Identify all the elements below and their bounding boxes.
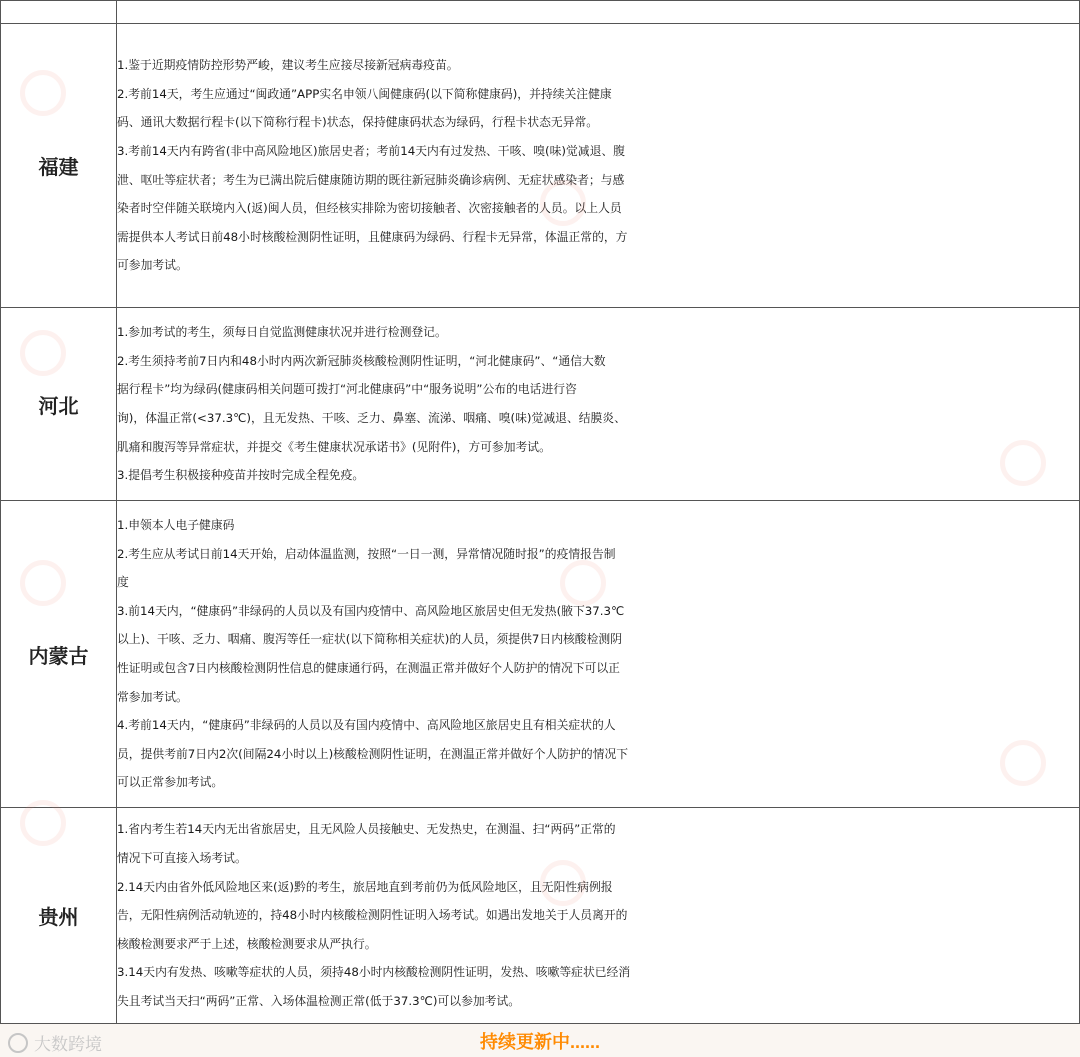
policy-line: 1.参加考试的考生，须每日自觉监测健康状况并进行检测登记。 [117,325,447,340]
table-row [1,308,1080,501]
policy-line: 询)，体温正常(<37.3℃)，且无发热、干咳、乏力、鼻塞、流涕、咽痛、嗅(味)觉减退、结膜炎、 [117,411,626,425]
policy-line: 3.前14天内，“健康码”非绿码的人员以及有国内疫情中、高风险地区旅居史但无发热(腋下37.3℃ [117,603,625,618]
update-status-text: 持续更新中...... [479,1032,600,1052]
footer-bar [0,1023,1080,1057]
policy-line: 1.申领本人电子健康码 [117,518,235,533]
policy-line: 可参加考试。 [117,258,188,273]
policy-line: 3.14天内有发热、咳嗽等症状的人员，须持48小时内核酸检测阴性证明，发热、咳嗽等症状已经消 [117,965,631,980]
table-row [1,501,1080,808]
policy-line: 1.鉴于近期疫情防控形势严峻，建议考生应接尽接新冠病毒疫苗。 [117,58,459,73]
brand-text: 大数跨境 [34,1035,102,1055]
policy-line: 可以正常参加考试。 [117,775,224,790]
policy-line: 告，无阳性病例活动轨迹的，持48小时内核酸检测阴性证明入场考试。如遇出发地关于人员离开的 [117,908,628,923]
policy-cell [117,24,1080,308]
policy-cell [117,501,1080,808]
policy-line: 度 [117,575,129,590]
policy-line: 肌痛和腹泻等异常症状，并提交《考生健康状况承诺书》(见附件)，方可参加考试。 [117,439,551,454]
policy-line: 染者时空伴随关联境内入(返)闽人员，但经核实排除为密切接触者、次密接触者的人员。以上人员 [117,201,622,216]
policy-line: 情况下可直接入场考试。 [117,851,247,866]
policy-line: 2.考生应从考试日前14天开始，启动体温监测，按照“一日一测，异常情况随时报”的疫情报告制 [117,546,616,561]
policy-line: 3.考前14天内有跨省(非中高风险地区)旅居史者；考前14天内有过发热、干咳、嗅(味)觉减退、腹 [117,143,625,158]
policy-line: 据行程卡”均为绿码(健康码相关问题可拨打“河北健康码”中“服务说明”公布的电话进行咨 [117,382,577,397]
province-cell: 福建 [1,24,117,308]
policy-line: 需提供本人考试日前48小时核酸检测阴性证明，且健康码为绿码、行程卡无异常，体温正常的，方 [117,229,628,244]
table-row-top-fragment [1,1,1080,24]
policy-line: 常参加考试。 [117,689,188,704]
province-cell: 内蒙古 [1,501,117,808]
policy-line: 2.考前14天，考生应通过“闽政通”APP实名申领八闽健康码(以下简称健康码)，并持续关注健康 [117,86,612,101]
province-cell: 贵州 [1,808,117,1024]
policy-cell [117,808,1080,1024]
policy-line: 泄、呕吐等症状者；考生为已满出院后健康随访期的既往新冠肺炎确诊病例、无症状感染者；与感 [117,172,625,187]
province-cell: 河北 [1,308,117,501]
policy-cell [117,308,1080,501]
table-row [1,808,1080,1024]
policy-line: 2.考生须持考前7日内和48小时内两次新冠肺炎核酸检测阴性证明，“河北健康码”、“通信大数 [117,353,606,368]
policy-line: 3.提倡考生积极接种疫苗并按时完成全程免疫。 [117,468,365,483]
policy-line: 以上)、干咳、乏力、咽痛、腹泻等任一症状(以下简称相关症状)的人员，须提供7日内核酸检测阴 [117,632,622,647]
policy-line: 码、通讯大数据行程卡(以下简称行程卡)状态，保持健康码状态为绿码，行程卡状态无异常。 [117,115,599,130]
policy-line: 2.14天内由省外低风险地区来(返)黔的考生，旅居地直到考前仍为低风险地区，且无阳性病例报 [117,879,613,894]
policy-line: 核酸检测要求严于上述，核酸检测要求从严执行。 [117,936,377,951]
policy-line: 员，提供考前7日内2次(间隔24小时以上)核酸检测阴性证明，在测温正常并做好个人防护的情况下 [117,746,629,761]
policy-line: 失且考试当天扫“两码”正常、入场体温检测正常(低于37.3℃)可以参加考试。 [117,993,521,1008]
table-row [1,24,1080,308]
policy-line: 性证明或包含7日内核酸检测阴性信息的健康通行码，在测温正常并做好个人防护的情况下可以正 [117,661,620,675]
policy-line: 4.考前14天内，“健康码”非绿码的人员以及有国内疫情中、高风险地区旅居史且有相关症状的人 [117,718,616,733]
policy-line: 1.省内考生若14天内无出省旅居史，且无风险人员接触史、无发热史，在测温、扫“两码”正常的 [117,822,616,837]
